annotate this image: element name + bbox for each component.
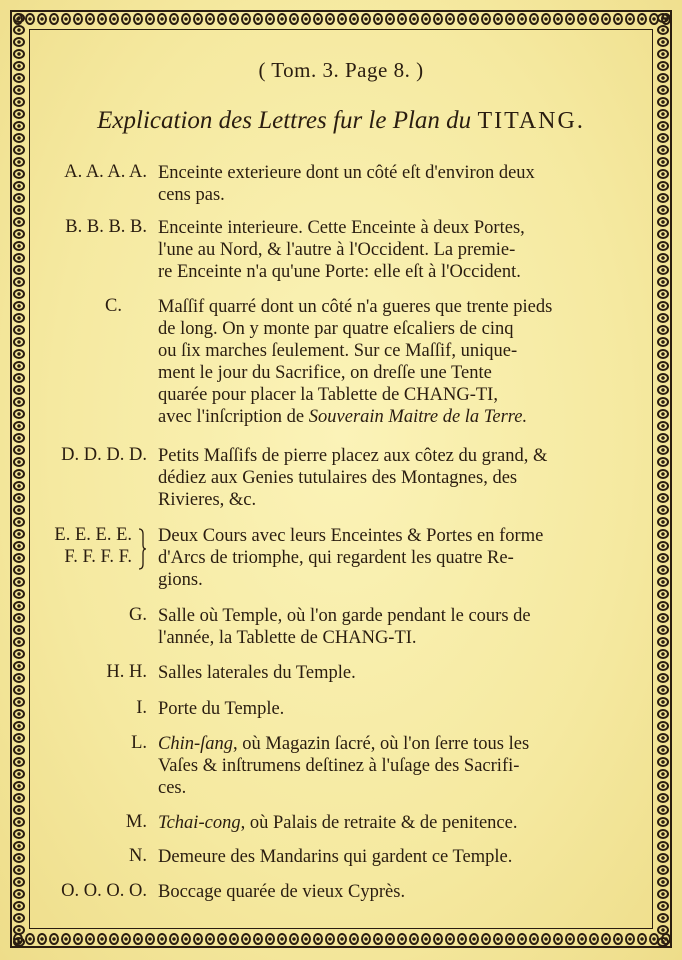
entry-text xyxy=(158,881,628,903)
entry-label: H. H. xyxy=(106,662,147,682)
entry-label: N. xyxy=(129,846,147,866)
entry-label: C. xyxy=(105,296,122,316)
entry-line: l'année, la Tablette de CHANG-TI. xyxy=(158,628,417,648)
entry-line: Demeure des Mandarins qui gardent ce Temple. xyxy=(158,847,513,867)
entry-text xyxy=(158,296,628,428)
entry-text xyxy=(158,525,628,591)
entry-line: Petits Maſſifs de pierre placez aux côtez du grand, & xyxy=(158,446,548,466)
entry-line: Salles laterales du Temple. xyxy=(158,663,356,683)
page-title xyxy=(0,107,682,135)
entry-label: L. xyxy=(131,733,147,753)
entry-label: M. xyxy=(125,812,147,832)
entry-text xyxy=(158,846,628,868)
entry-line: cens pas. xyxy=(158,185,225,205)
entry-label: I. xyxy=(136,698,147,718)
entry-text xyxy=(158,445,628,511)
entry-line: de long. On y monte par quatre eſcaliers de cinq xyxy=(158,319,514,339)
italic-inscription: Souverain Maitre de la Terre. xyxy=(308,407,528,427)
entry-line: ces. xyxy=(158,778,187,798)
entry-line: Enceinte interieure. Cette Enceinte à deux Portes, xyxy=(158,218,525,238)
curly-brace-icon xyxy=(138,528,147,570)
entry-label: O. O. O. O. xyxy=(61,881,147,901)
entry-line: Vaſes & inſtrumens deſtinez à l'uſage des Sacrifi- xyxy=(158,756,520,776)
entry-line: Rivieres, &c. xyxy=(158,490,257,510)
entry-line xyxy=(158,406,628,428)
entry-line: Maſſif quarré dont un côté n'a gueres que trente pieds xyxy=(158,297,553,317)
entry-line: Deux Cours avec leurs Enceintes & Portes en forme xyxy=(158,526,544,546)
entry-label: E. E. E. E. xyxy=(54,525,132,545)
entry-line xyxy=(158,812,628,834)
entry-line: Porte du Temple. xyxy=(158,699,285,719)
entry-text xyxy=(158,662,628,684)
entry-text xyxy=(158,733,628,799)
entry-line: gions. xyxy=(158,570,203,590)
entry-label: D. D. D. D. xyxy=(61,445,147,465)
entry-line-text: , où Palais de retraite & de penitence. xyxy=(240,813,518,833)
entry-line: re Enceinte n'a qu'une Porte: elle eſt à l'Occident. xyxy=(158,262,521,282)
entry-text xyxy=(158,605,628,649)
entry-line-text: avec l'inſcription de xyxy=(158,407,305,427)
title-caps: TITANG. xyxy=(477,108,585,134)
entry-line: Boccage quarée de vieux Cyprès. xyxy=(158,882,406,902)
entry-label: G. xyxy=(129,605,147,625)
entry-line: ou ſix marches ſeulement. Sur ce Maſſif, unique- xyxy=(158,341,518,361)
title-italic: Explication des Lettres fur le Plan du xyxy=(97,107,472,134)
italic-term: Chin-ſang xyxy=(158,734,234,754)
entry-line xyxy=(158,733,628,755)
entry-line: d'Arcs de triomphe, qui regardent les quatre Re- xyxy=(158,548,514,568)
entry-text xyxy=(158,812,628,834)
entry-label-second: F. F. F. F. xyxy=(64,547,132,567)
entry-line: quarée pour placer la Tablette de CHANG-TI, xyxy=(158,385,498,405)
entry-line: l'une au Nord, & l'autre à l'Occident. La premie- xyxy=(158,240,516,260)
entry-label: B. B. B. B. xyxy=(65,217,147,237)
entry-line: ment le jour du Sacrifice, on dreſſe une Tente xyxy=(158,363,492,383)
entry-line: dédiez aux Genies tutulaires des Montagnes, des xyxy=(158,468,518,488)
entry-line: Salle où Temple, où l'on garde pendant le cours de xyxy=(158,606,531,626)
entry-text xyxy=(158,217,628,283)
entry-text xyxy=(158,162,628,206)
entry-label: A. A. A. A. xyxy=(64,162,147,182)
entry-line: Enceinte exterieure dont un côté eſt d'environ deux xyxy=(158,163,535,183)
entry-line-text: , où Magazin ſacré, où l'on ſerre tous les xyxy=(233,734,530,754)
entry-text xyxy=(158,698,628,720)
volume-reference: ( Tom. 3. Page 8. ) xyxy=(258,58,424,82)
italic-term: Tchai-cong xyxy=(158,813,241,833)
